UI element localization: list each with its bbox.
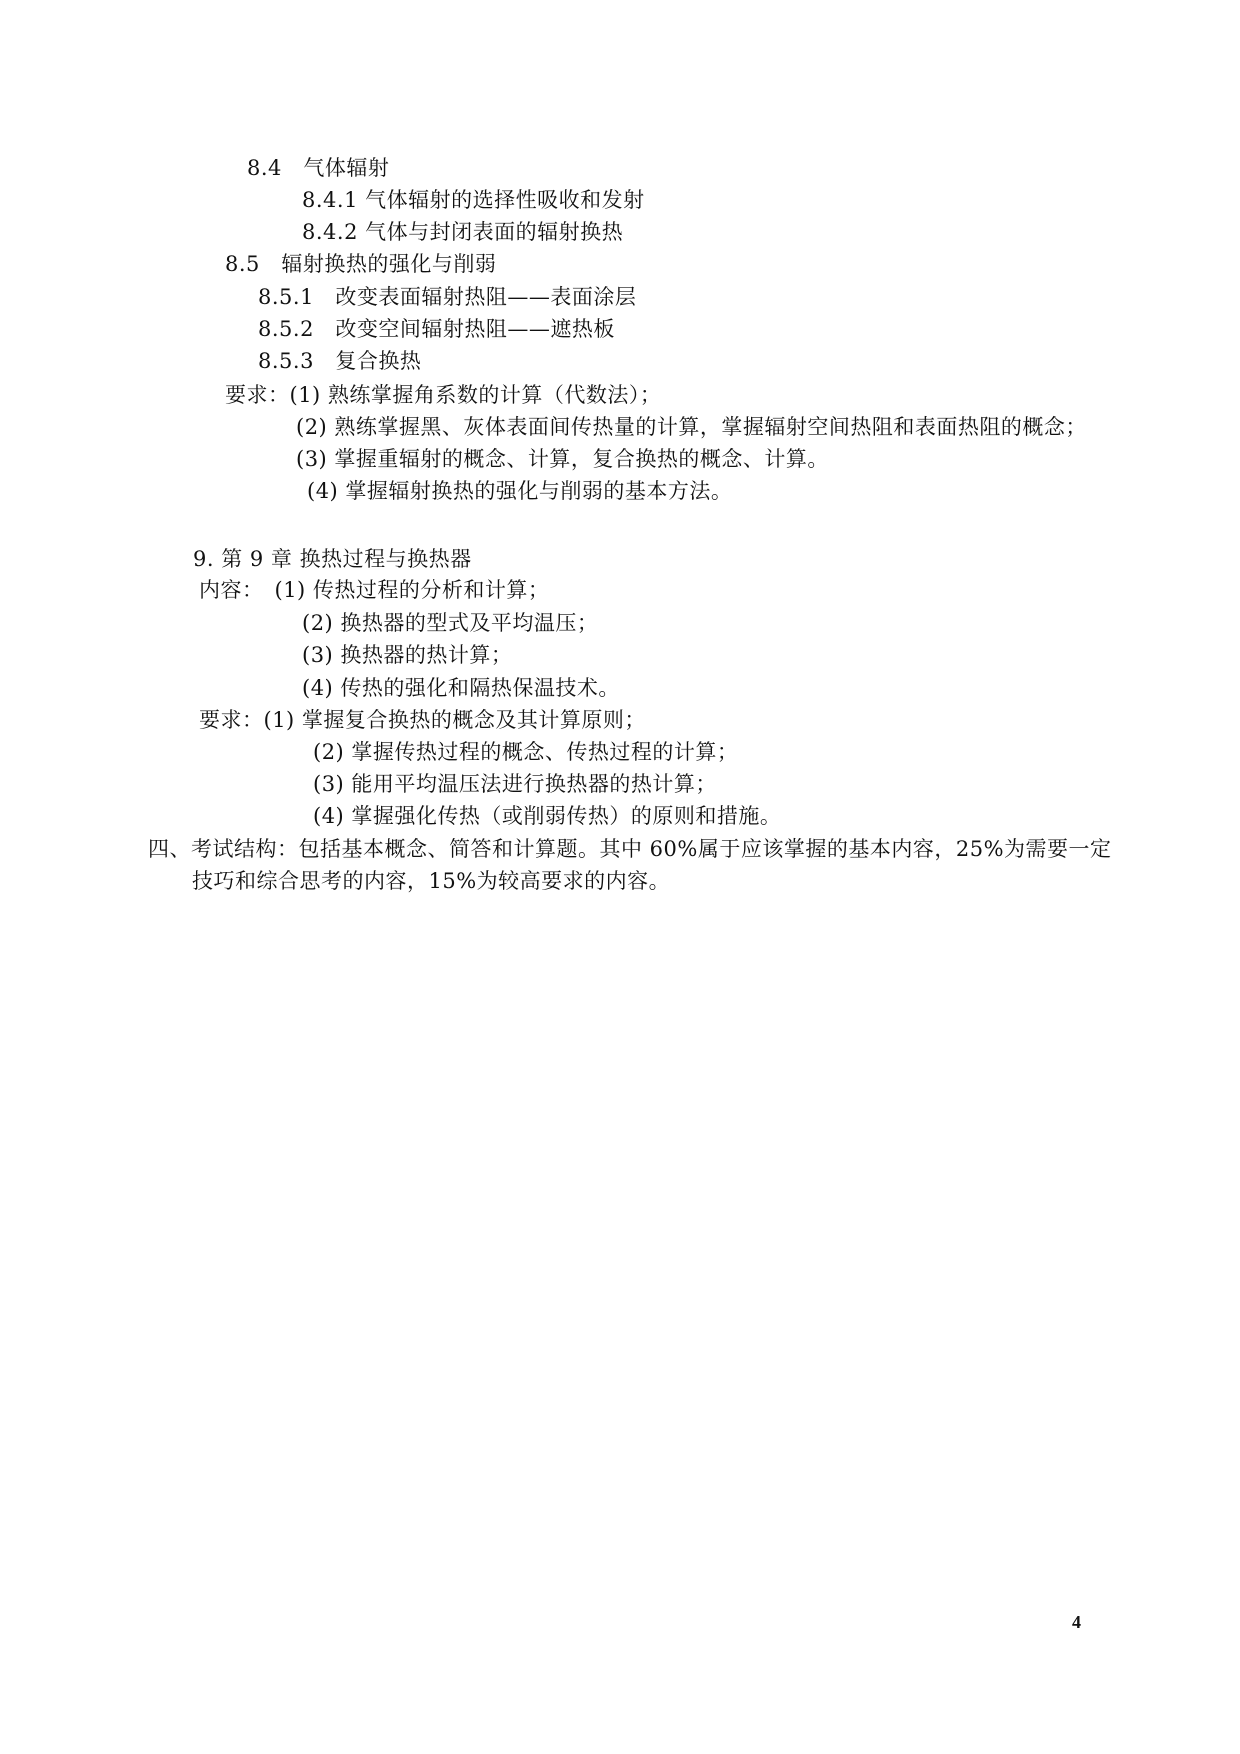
section-8-5-heading: 8.5 辐射换热的强化与削弱 (225, 252, 497, 276)
exam-structure-line-1: 四、考试结构：包括基本概念、简答和计算题。其中 60%属于应该掌握的基本内容，25%为需要一定 (148, 837, 1112, 861)
chapter-9-heading: 9. 第 9 章 换热过程与换热器 (193, 547, 472, 571)
section-8-4-2: 8.4.2 气体与封闭表面的辐射换热 (302, 220, 624, 244)
content-9-2: (2) 换热器的型式及平均温压； (302, 611, 599, 635)
requirement-9-1: 要求：(1) 掌握复合换热的概念及其计算原则； (199, 708, 646, 732)
content-9-4: (4) 传热的强化和隔热保温技术。 (302, 676, 620, 700)
section-8-5-3: 8.5.3 复合换热 (258, 349, 422, 373)
page-number: 4 (1072, 1612, 1081, 1632)
requirement-9-4: (4) 掌握强化传热（或削弱传热）的原则和措施。 (313, 804, 782, 828)
requirement-8-4: (4) 掌握辐射换热的强化与削弱的基本方法。 (307, 479, 733, 503)
requirement-9-3: (3) 能用平均温压法进行换热器的热计算； (313, 772, 717, 796)
content-9-1: 内容： (1) 传热过程的分析和计算； (199, 578, 550, 602)
requirement-9-2: (2) 掌握传热过程的概念、传热过程的计算； (313, 740, 739, 764)
section-8-5-2: 8.5.2 改变空间辐射热阻——遮热板 (258, 317, 615, 341)
content-9-3: (3) 换热器的热计算； (302, 643, 513, 667)
exam-structure-line-2: 技巧和综合思考的内容，15%为较高要求的内容。 (192, 869, 671, 893)
section-8-5-1: 8.5.1 改变表面辐射热阻——表面涂层 (258, 285, 637, 309)
requirement-8-3: (3) 掌握重辐射的概念、计算，复合换热的概念、计算。 (296, 447, 829, 471)
section-8-4-heading: 8.4 气体辐射 (247, 156, 390, 180)
requirement-8-2: (2) 熟练掌握黑、灰体表面间传热量的计算，掌握辐射空间热阻和表面热阻的概念； (296, 415, 1087, 439)
requirement-8-1: 要求：(1) 熟练掌握角系数的计算（代数法）； (225, 383, 662, 407)
section-8-4-1: 8.4.1 气体辐射的选择性吸收和发射 (302, 188, 645, 212)
